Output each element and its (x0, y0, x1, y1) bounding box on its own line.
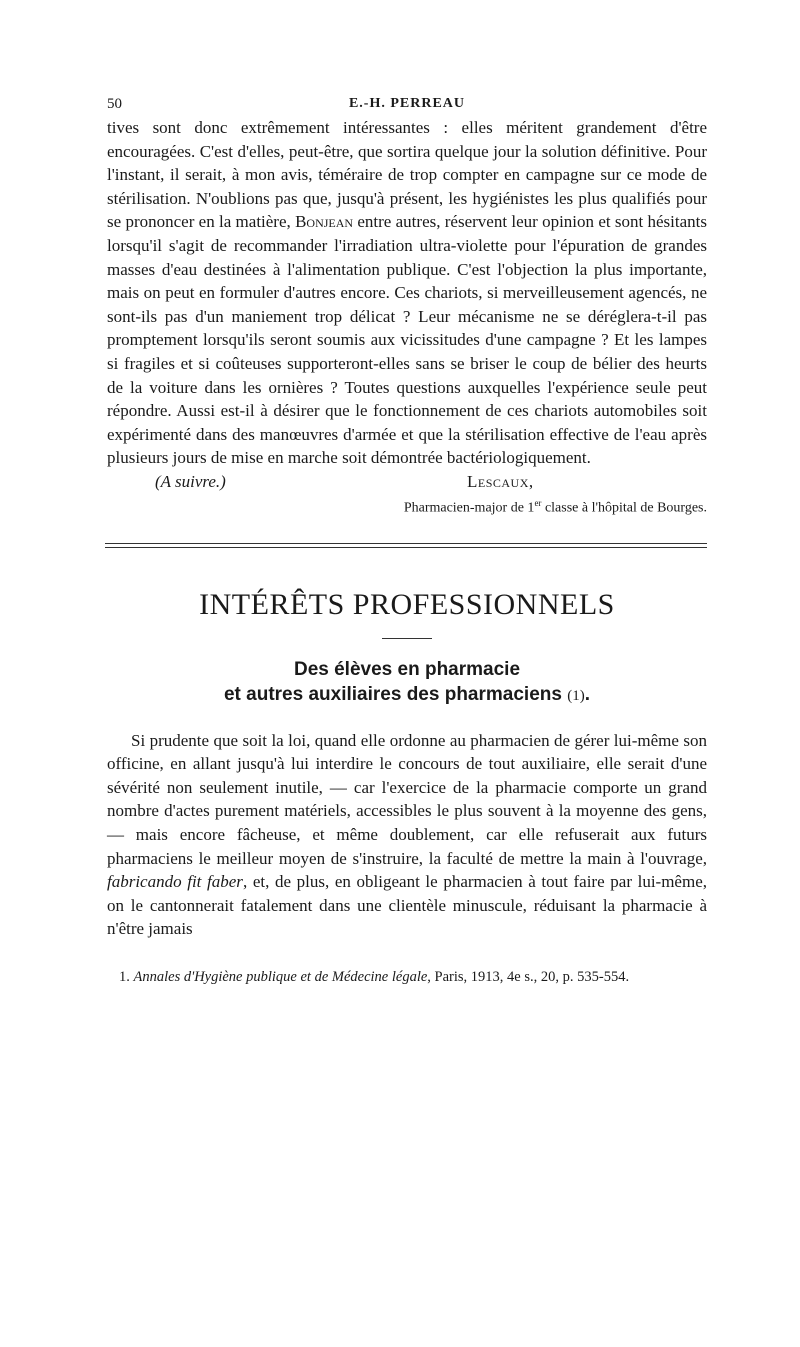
footnote-source: Annales d'Hygiène publique et de Médecine légale (133, 968, 428, 985)
continued-paragraph (107, 116, 707, 470)
paragraph-text-part-2: entre autres, réservent leur opinion et sont hésitants lorsqu'il s'agit de recommander l'irradiation ultra-violette pour l'épuration de grandes masses d'eau destinées à l'alimentation publique. C'est l'objection la plus importante, mais on peut en formuler d'autres encore. Ces chariots, si merveilleusement agencés, ne sont-ils pas d'un maniement trop délicat ? Leur mécanisme ne se déréglera-t-il pas promptement lorsqu'ils seront soumis aux vicissitudes d'une campagne ? Et les lampes si fragiles et si coûteuses supporteront-elles sans se briser le coup de bélier des heurts de la voiture dans les ornières ? Toutes questions auxquelles l'expérience seule peut répondre. Aussi est-il à désirer que le fonctionnement de ces chariots automobiles soit expérimenté dans des manœuvres d'armée et que la stérilisation effective de l'eau après plusieurs jours de mise en marche soit démontrée bactériologiquement. (107, 212, 707, 468)
affiliation-superscript: er (534, 497, 542, 508)
article-title-line-2-text: et autres auxiliaires des pharmaciens (223, 683, 562, 705)
signature-author: Lescaux, (467, 471, 534, 491)
divider-rule-top (105, 543, 707, 544)
running-head (107, 92, 707, 116)
section-title: INTÉRÊTS PROFESSIONNELS (199, 587, 615, 621)
article-paragraph (107, 729, 707, 941)
divider-rule-bottom (105, 547, 707, 548)
section-title-underline (382, 638, 432, 639)
running-title: E.-H. PERREAU (348, 96, 466, 111)
footnote-details: , Paris, 1913, 4e s., 20, p. 535-554. (427, 968, 630, 985)
signature-line (107, 472, 707, 496)
to-follow-note: (A suivre.) (155, 471, 226, 491)
latin-phrase: fabricando fit faber (107, 872, 243, 892)
signature-affiliation (107, 498, 707, 517)
article-text-part-2: , et, de plus, en obligeant le pharmacien à tout faire par lui-même, on le cantonnerait fatalement dans une clientèle minuscule, réduisant la pharmacie à n'être jamais (107, 872, 707, 939)
page-number: 50 (107, 96, 122, 112)
article-title-line-1: Des élèves en pharmacie (293, 658, 521, 680)
affiliation-text-1: Pharmacien-major de 1 (403, 500, 535, 516)
paragraph-text-part-1: tives sont donc extrêmement intéressantes : elles méritent grandement d'être encouragées. C'est d'elles, peut-être, que sortira quelque jour la solution définitive. Pour l'instant, il serait, à mon avis, téméraire de trop compter en campagne sur ce mode de stérilisation. N'oublions pas que, jusqu'à présent, les hygiénistes les plus qualifiés pour se prononcer en la matière, (107, 118, 707, 232)
article-title-line-2: et autres auxiliaires des pharmaciens (1). (223, 683, 590, 705)
section-divider (105, 543, 707, 548)
page (107, 92, 707, 987)
article-text-part-1: Si prudente que soit la loi, quand elle ordonne au pharmacien de gérer lui-même son officine, en allant jusqu'à lui interdire le concours de tout auxiliaire, elle serait d'une sévérité non seulement inutile, — car l'exercice de la pharmacie comporte un grand nombre d'actes purement matériels, accessibles le plus souvent à la moyenne des gens, — mais encore fâcheuse, et même doublement, car elle refuserait aux futurs pharmaciens le meilleur moyen de s'instruire, la faculté de mettre la main à l'ouvrage, (107, 730, 707, 868)
article-title (107, 657, 707, 709)
footnote-reference: (1) (567, 687, 585, 704)
footnote-label: 1. (119, 968, 130, 985)
affiliation-text-2: classe à l'hôpital de Bourges. (541, 500, 707, 516)
author-name-bonjean: Bonjean (295, 212, 354, 232)
footnote (107, 967, 707, 987)
